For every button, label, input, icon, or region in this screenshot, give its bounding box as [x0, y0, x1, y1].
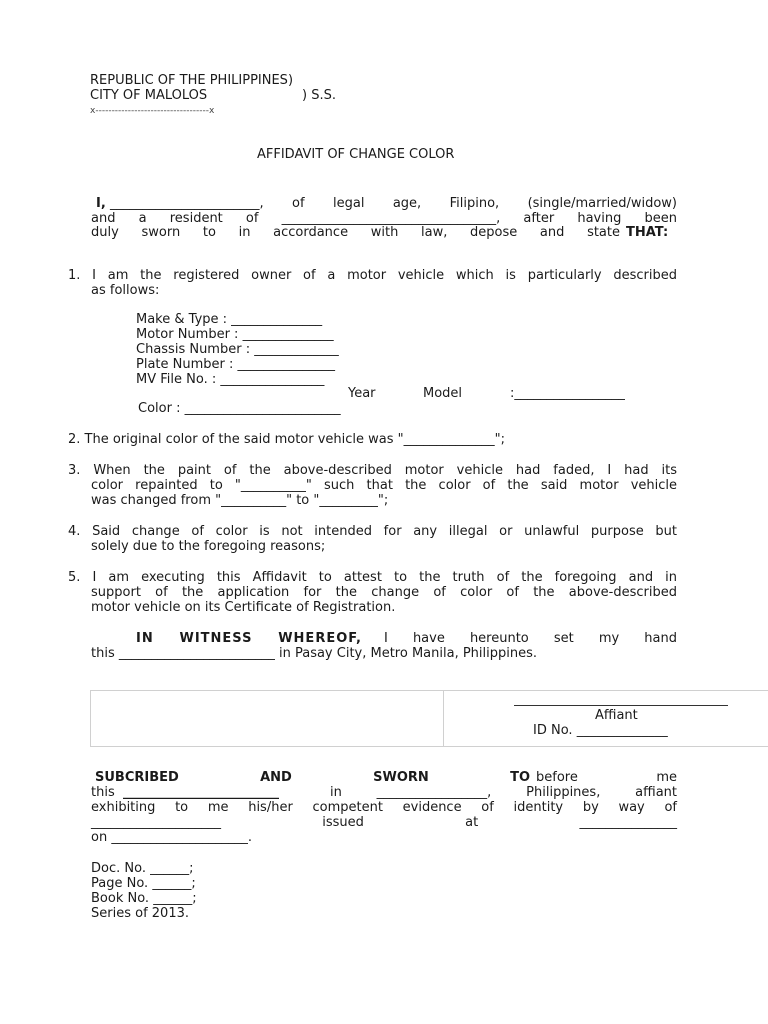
- vehicle-chassis-number: Chassis Number : _____________: [136, 342, 339, 357]
- header-separator: x-----------------------------------x: [90, 106, 215, 116]
- affiant-signature-line: [514, 705, 728, 706]
- vehicle-plate-number: Plate Number : _______________: [136, 357, 336, 372]
- vehicle-mv-file: MV File No. : ________________: [136, 372, 325, 387]
- jurat-line-4: ____________________ issued at _______________: [91, 815, 677, 830]
- signature-table-divider: [443, 690, 444, 746]
- item-1-line-2: as follows:: [91, 283, 160, 298]
- item-4-line-1: 4. Said change of color is not intended for any illegal or unlawful purpose but: [68, 524, 677, 539]
- item-5-line-1: 5. I am executing this Affidavit to attest to the truth of the foregoing and in: [68, 570, 677, 585]
- jurat-line-3: exhibiting to me his/her competent evidence of identity by way of: [91, 800, 677, 815]
- doc-number: Doc. No. ______;: [91, 861, 194, 876]
- vehicle-make-type: Make & Type : ______________: [136, 312, 323, 327]
- witness-line-1-rest: I have hereunto set my hand: [384, 631, 677, 646]
- jurat-line-2-rest: in _________________, Philippines, affiant: [330, 785, 677, 800]
- item-3-line-2: color repainted to "__________" such that the color of the said motor vehicle: [91, 478, 677, 493]
- jurat-line-2-this: this: [91, 785, 115, 800]
- jurat-line-1-rest: before me: [536, 770, 677, 785]
- header-republic: REPUBLIC OF THE PHILIPPINES): [90, 73, 294, 88]
- item-1-line-1: 1. I am the registered owner of a motor vehicle which is particularly described: [68, 268, 677, 283]
- book-number: Book No. ______;: [91, 891, 197, 906]
- page-number: Page No. ______;: [91, 876, 196, 891]
- vehicle-color: Color : ________________________: [138, 401, 341, 416]
- item-4-line-2: solely due to the foregoing reasons;: [91, 539, 326, 554]
- affiant-id-number: ID No. ______________: [533, 723, 668, 738]
- jurat-line-2-date-blank: ________________________: [123, 785, 279, 800]
- intro-line-2: and a resident of _________________________________, after having been: [91, 211, 677, 226]
- intro-that: THAT:: [626, 225, 669, 240]
- witness-heading: IN WITNESS WHEREOF,: [136, 631, 362, 646]
- signature-table: [90, 690, 768, 747]
- intro-line-1: _______________________, of legal age, Filipino, (single/married/widow): [110, 196, 677, 211]
- vehicle-year: Year: [348, 386, 376, 401]
- jurat-heading: SUBCRIBED AND SWORN TO: [95, 770, 530, 785]
- item-5-line-3: motor vehicle on its Certificate of Registration.: [91, 600, 396, 615]
- document-title: AFFIDAVIT OF CHANGE COLOR: [257, 147, 455, 162]
- jurat-line-5: on _____________________.: [91, 830, 252, 845]
- vehicle-model: Model: [423, 386, 463, 401]
- header-ss: ) S.S.: [302, 88, 336, 103]
- intro-i: I,: [96, 196, 106, 211]
- item-3-line-1: 3. When the paint of the above-described motor vehicle had faded, I had its: [68, 463, 677, 478]
- item-3-line-3: was changed from "__________" to "_________";: [91, 493, 389, 508]
- witness-line-2: this ________________________ in Pasay City, Metro Manila, Philippines.: [91, 646, 538, 661]
- intro-line-3: duly sworn to in accordance with law, depose and state: [91, 225, 620, 240]
- item-2: 2. The original color of the said motor vehicle was "______________";: [68, 432, 505, 447]
- header-city: CITY OF MALOLOS: [90, 88, 208, 103]
- vehicle-model-blank: :_________________: [510, 386, 625, 401]
- item-5-line-2: support of the application for the change of color of the above-described: [91, 585, 677, 600]
- vehicle-motor-number: Motor Number : ______________: [136, 327, 334, 342]
- affiant-label: Affiant: [595, 708, 638, 723]
- series: Series of 2013.: [91, 906, 189, 921]
